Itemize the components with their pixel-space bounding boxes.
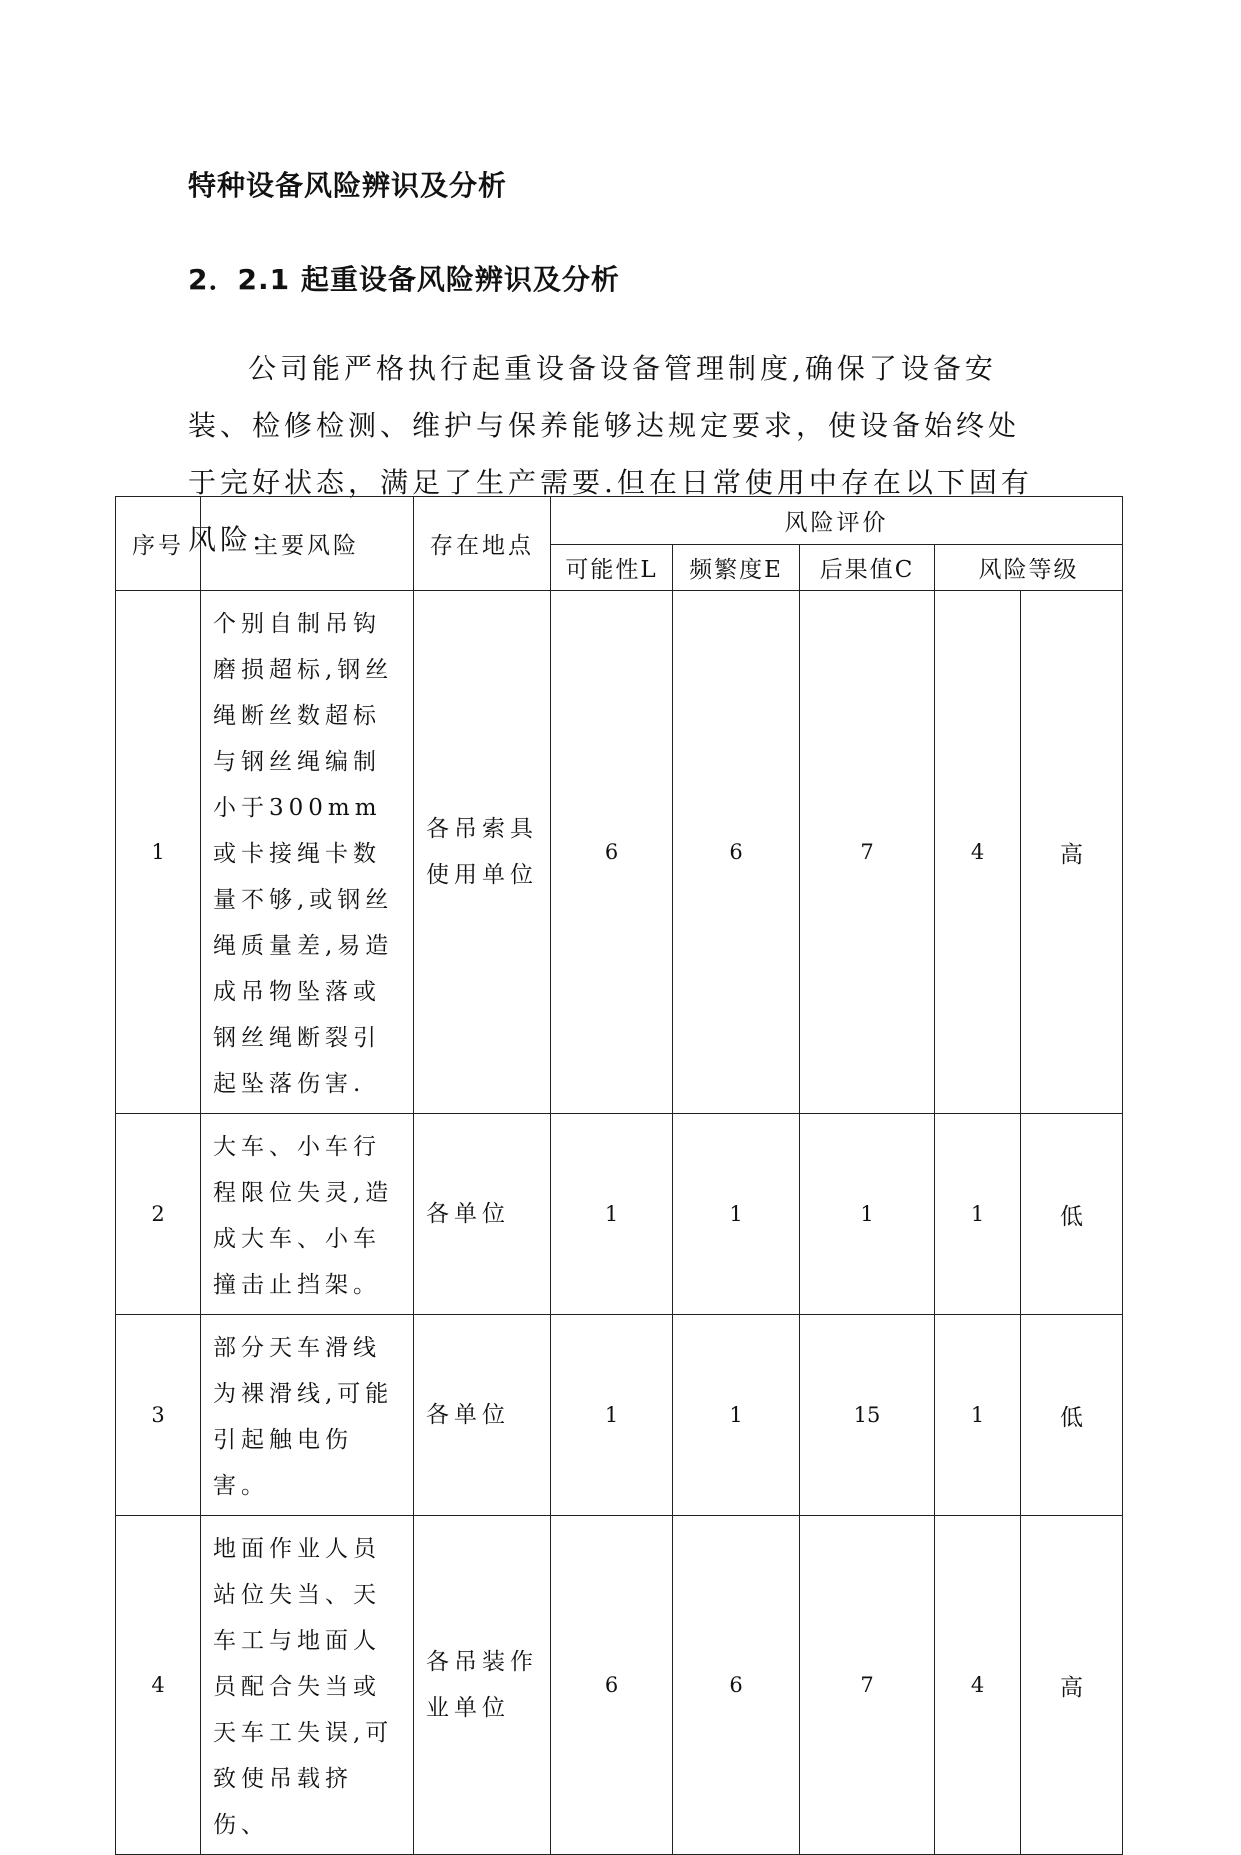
cell-location: 各吊装作业单位 xyxy=(414,1516,551,1855)
header-likelihood: 可能性L xyxy=(551,545,673,591)
cell-location: 各单位 xyxy=(414,1315,551,1516)
table-row xyxy=(116,1114,1123,1315)
header-evaluation: 风险评价 xyxy=(551,497,1123,545)
cell-location: 各吊索具使用单位 xyxy=(414,591,551,1114)
header-consequence: 后果值C xyxy=(800,545,935,591)
subsection-heading: 2．2.1 起重设备风险辨识及分析 xyxy=(188,263,620,296)
header-risk: 主要风险 xyxy=(201,497,414,591)
cell-level: 高 xyxy=(1021,591,1123,1114)
header-row xyxy=(116,497,1123,545)
cell-likelihood: 6 xyxy=(551,1516,673,1855)
cell-frequency: 1 xyxy=(673,1315,800,1516)
cell-risk: 个别自制吊钩磨损超标,钢丝绳断丝数超标与钢丝绳编制小于300mm或卡接绳卡数量不够,或钢丝绳质量差,易造成吊物坠落或钢丝绳断裂引起坠落伤害. xyxy=(201,591,414,1114)
cell-frequency: 6 xyxy=(673,591,800,1114)
header-seq: 序号 xyxy=(116,497,201,591)
cell-consequence: 1 xyxy=(800,1114,935,1315)
header-frequency: 频繁度E xyxy=(673,545,800,591)
header-level: 风险等级 xyxy=(935,545,1123,591)
cell-level: 低 xyxy=(1021,1315,1123,1516)
cell-likelihood: 6 xyxy=(551,591,673,1114)
cell-seq: 3 xyxy=(116,1315,201,1516)
table-row xyxy=(116,1516,1123,1855)
cell-consequence: 7 xyxy=(800,591,935,1114)
cell-frequency: 6 xyxy=(673,1516,800,1855)
cell-frequency: 1 xyxy=(673,1114,800,1315)
cell-grade: 4 xyxy=(935,1516,1021,1855)
cell-consequence: 15 xyxy=(800,1315,935,1516)
cell-seq: 4 xyxy=(116,1516,201,1855)
cell-level: 高 xyxy=(1021,1516,1123,1855)
table-row xyxy=(116,1315,1123,1516)
cell-grade: 4 xyxy=(935,591,1021,1114)
cell-consequence: 7 xyxy=(800,1516,935,1855)
risk-table xyxy=(115,496,1123,1855)
cell-level: 低 xyxy=(1021,1114,1123,1315)
cell-location: 各单位 xyxy=(414,1114,551,1315)
cell-risk: 地面作业人员站位失当、天车工与地面人员配合失当或天车工失误,可致使吊载挤伤、 xyxy=(201,1516,414,1855)
cell-risk: 大车、小车行程限位失灵,造成大车、小车撞击止挡架。 xyxy=(201,1114,414,1315)
cell-likelihood: 1 xyxy=(551,1315,673,1516)
intro-paragraph: 公司能严格执行起重设备设备管理制度,确保了设备安装、检修检测、维护与保养能够达规定要求，使设备始终处于完好状态，满足了生产需要.但在日常使用中存在以下固有风险: xyxy=(188,352,1033,556)
cell-seq: 1 xyxy=(116,591,201,1114)
table-row xyxy=(116,591,1123,1114)
section-heading: 特种设备风险辨识及分析 xyxy=(188,169,508,202)
cell-seq: 2 xyxy=(116,1114,201,1315)
cell-risk: 部分天车滑线为裸滑线,可能引起触电伤害。 xyxy=(201,1315,414,1516)
cell-grade: 1 xyxy=(935,1315,1021,1516)
cell-grade: 1 xyxy=(935,1114,1021,1315)
cell-likelihood: 1 xyxy=(551,1114,673,1315)
header-location: 存在地点 xyxy=(414,497,551,591)
